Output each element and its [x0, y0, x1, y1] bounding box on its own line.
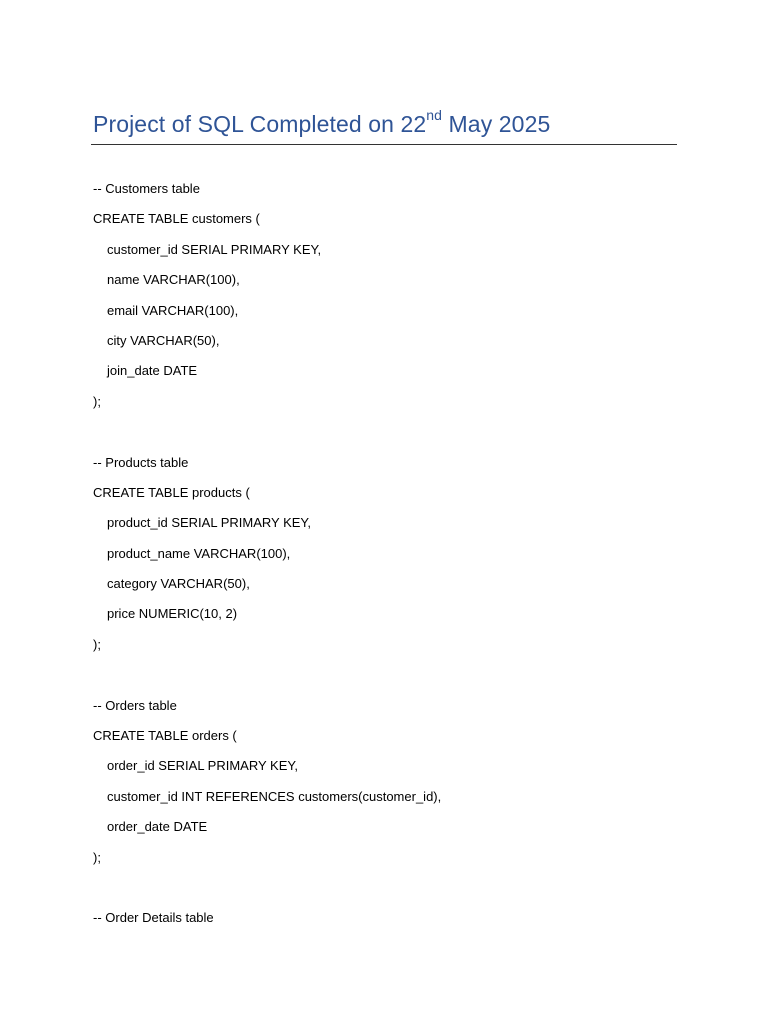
- code-line: name VARCHAR(100),: [107, 272, 240, 288]
- code-line: customer_id SERIAL PRIMARY KEY,: [107, 241, 322, 257]
- page-title: [93, 108, 550, 140]
- title-divider: [91, 144, 677, 145]
- blank-line: [93, 879, 693, 909]
- blank-line: [93, 423, 693, 453]
- code-line: -- Orders table: [93, 697, 177, 713]
- code-line: category VARCHAR(50),: [107, 576, 250, 592]
- title-superscript: nd: [426, 107, 443, 124]
- code-line: product_id SERIAL PRIMARY KEY,: [107, 515, 312, 531]
- code-line: join_date DATE: [107, 363, 198, 379]
- sql-code-block: [93, 180, 693, 940]
- code-line: customer_id INT REFERENCES customers(customer_id),: [107, 788, 442, 804]
- code-line: order_date DATE: [107, 819, 208, 835]
- code-line: -- Customers table: [93, 181, 200, 196]
- code-line: product_name VARCHAR(100),: [107, 545, 291, 561]
- code-line: );: [93, 849, 101, 865]
- code-line: CREATE TABLE customers (: [93, 211, 260, 227]
- code-line: -- Products table: [93, 454, 189, 470]
- title-prefix: Project of SQL Completed on 22: [93, 111, 427, 137]
- code-line: );: [93, 636, 101, 652]
- title-suffix: May 2025: [442, 111, 551, 137]
- code-line: -- Order Details table: [93, 910, 214, 926]
- code-line: city VARCHAR(50),: [107, 332, 220, 348]
- code-line: CREATE TABLE orders (: [93, 728, 237, 744]
- blank-line: [93, 666, 693, 696]
- code-line: email VARCHAR(100),: [107, 302, 239, 318]
- code-line: );: [93, 393, 101, 409]
- code-line: order_id SERIAL PRIMARY KEY,: [107, 758, 299, 774]
- code-line: price NUMERIC(10, 2): [107, 606, 238, 622]
- code-line: CREATE TABLE products (: [93, 484, 250, 500]
